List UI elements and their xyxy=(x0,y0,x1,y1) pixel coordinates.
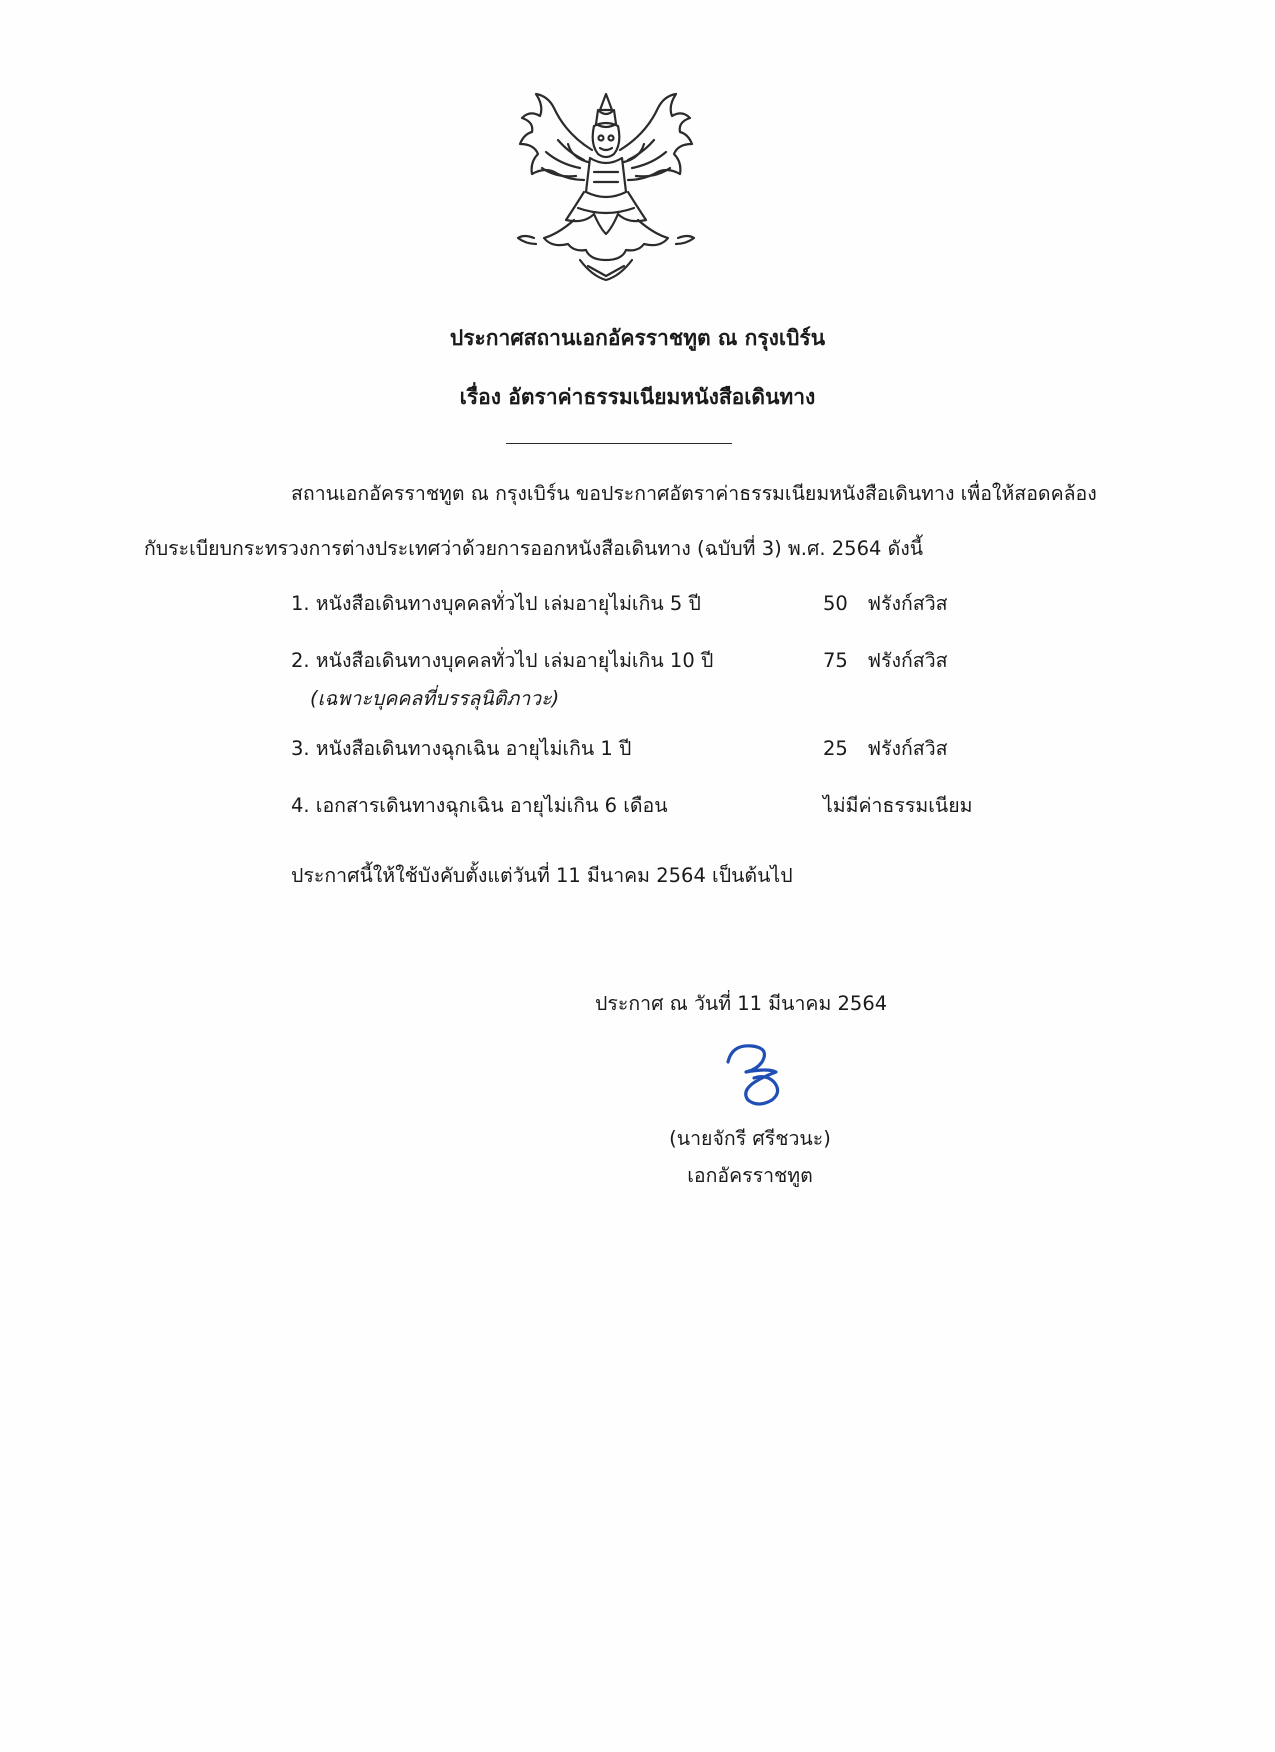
fee-amount-value: 75 xyxy=(823,649,848,672)
announcement-title: ประกาศสถานเอกอัครราชทูต ณ กรุงเบิร์น xyxy=(449,326,826,350)
fee-item-amount xyxy=(823,645,948,676)
announcement-date: ประกาศ ณ วันที่ 11 มีนาคม 2564 xyxy=(595,992,888,1015)
fee-item-amount xyxy=(823,790,973,821)
fee-item-note: (เฉพาะบุคคลที่บรรลุนิติภาวะ) xyxy=(310,687,560,710)
fee-item-label: 2. หนังสือเดินทางบุคคลทั่วไป เล่มอายุไม่เกิน 10 ปี xyxy=(291,649,714,672)
fee-item-amount xyxy=(823,733,948,764)
fee-amount-unit: ฟรังก์สวิส xyxy=(867,592,948,615)
title-divider xyxy=(506,443,732,444)
intro-paragraph-line-2: กับระเบียบกระทรวงการต่างประเทศว่าด้วยการออกหนังสือเดินทาง (ฉบับที่ 3) พ.ศ. 2564 ดังนี้ xyxy=(144,537,924,560)
handwritten-signature xyxy=(718,1038,798,1110)
fee-amount-unit: ไม่มีค่าธรรมเนียม xyxy=(823,794,973,817)
effective-date-statement: ประกาศนี้ให้ใช้บังคับตั้งแต่วันที่ 11 มีนาคม 2564 เป็นต้นไป xyxy=(291,864,793,887)
signer-title: เอกอัครราชทูต xyxy=(687,1164,813,1187)
fee-item-label: 3. หนังสือเดินทางฉุกเฉิน อายุไม่เกิน 1 ปี xyxy=(291,737,632,760)
intro-paragraph-line-1: สถานเอกอัครราชทูต ณ กรุงเบิร์น ขอประกาศอัตราค่าธรรมเนียมหนังสือเดินทาง เพื่อให้สอดคล้อง xyxy=(291,482,1097,505)
fee-item-amount xyxy=(823,588,948,619)
fee-amount-unit: ฟรังก์สวิส xyxy=(867,649,948,672)
announcement-subject: เรื่อง อัตราค่าธรรมเนียมหนังสือเดินทาง xyxy=(459,385,816,409)
garuda-emblem-icon xyxy=(514,88,698,284)
signer-name: (นายจักรี ศรีชวนะ) xyxy=(669,1127,831,1150)
fee-amount-unit: ฟรังก์สวิส xyxy=(867,737,948,760)
fee-amount-value: 50 xyxy=(823,592,848,615)
fee-amount-value: 25 xyxy=(823,737,848,760)
fee-item-label: 4. เอกสารเดินทางฉุกเฉิน อายุไม่เกิน 6 เดือน xyxy=(291,794,668,817)
fee-item-label: 1. หนังสือเดินทางบุคคลทั่วไป เล่มอายุไม่เกิน 5 ปี xyxy=(291,592,701,615)
